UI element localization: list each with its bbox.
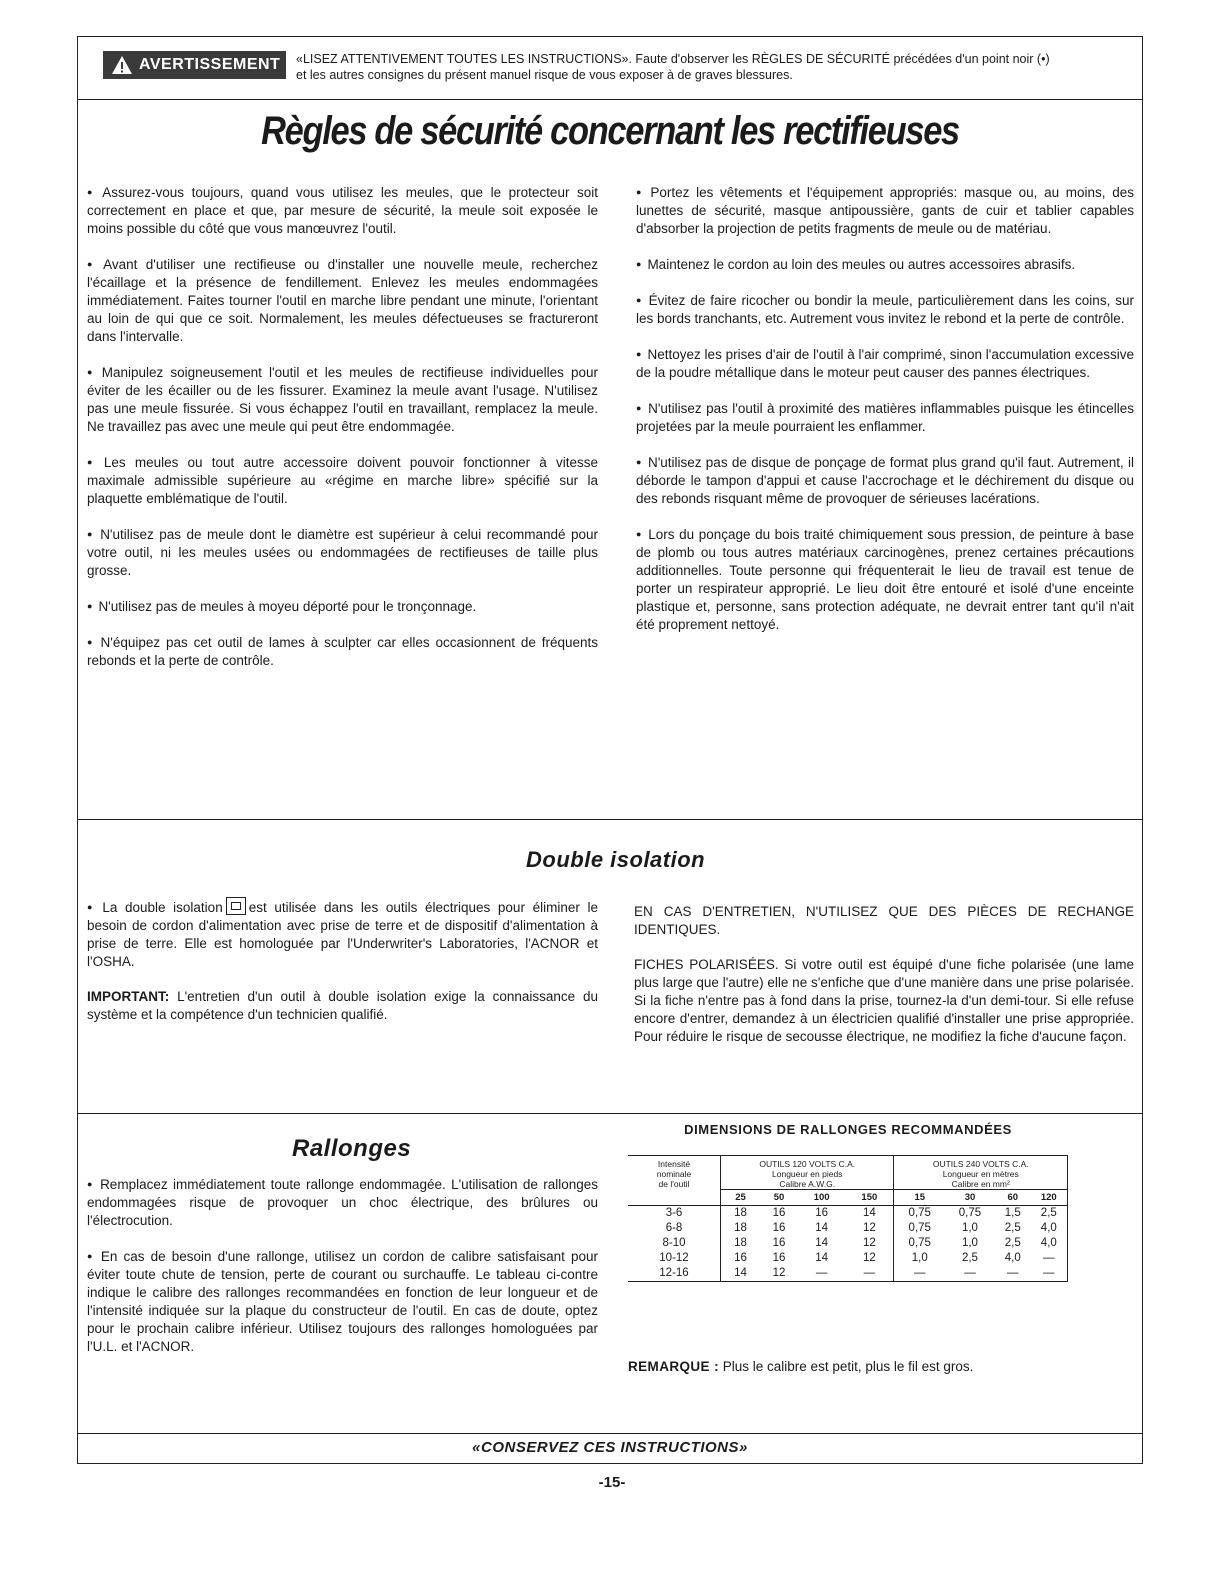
warning-line-1: «LISEZ ATTENTIVEMENT TOUTES LES INSTRUCTIONS». Faute d'observer les RÈGLES DE SÉCURITÉ précédées d'un point noir (•) bbox=[296, 52, 1050, 66]
table-cell: 2,5 bbox=[1004, 1237, 1021, 1249]
list-item: ● Lors du ponçage du bois traité chimiquement sous pression, de peinture à base de plomb ou tous autres matériaux carcinogènes, prenez certaines précautions additionnelles. Toute personne qui fréquenterait le lieu de travail est tenue de porter un respirateur approprié. Le lieu doit être entouré et isolé d'une enceinte plastique et, personne, sans protection adéquate, ne devrait entrer tant qu'il n'ait été proprement nettoyé. bbox=[636, 527, 1134, 632]
list-item: ● N'utilisez pas l'outil à proximité des matières inflammables puisque les étincelles projetées par la meule pourraient les enflammer. bbox=[636, 401, 1134, 434]
table-cell: 2,5 bbox=[961, 1252, 978, 1264]
list-item: ● En cas de besoin d'une rallonge, utilisez un cordon de calibre satisfaisant pour éviter toute chute de tension, perte de courant ou surchauffe. Le tableau ci-contre indique le calibre des rallonges recommandées en fonction de leur longueur et de l'intensité indiquée sur la plaque du constructeur de l'outil. En cas de doute, optez pour le prochain calibre inférieur. Utilisez toujours des rallonges homologuées par l'U.L. et l'ACNOR. bbox=[87, 1249, 599, 1354]
list-item: ● Nettoyez les prises d'air de l'outil à l'air comprimé, sinon l'accumulation excessive de la poudre métallique dans le moteur peut causer des pannes électriques. bbox=[636, 347, 1134, 380]
safety-rules-left bbox=[87, 183, 598, 687]
table-cell: 14 bbox=[815, 1237, 829, 1249]
table-header-cell: 30 bbox=[945, 1190, 995, 1206]
list-item: ● Remplacez immédiatement toute rallonge endommagée. L'utilisation de rallonges endommagées risque de provoquer un choc électrique, des brûlures ou l'électrocution. bbox=[87, 1177, 598, 1228]
table-cell: 10-12 bbox=[659, 1252, 689, 1264]
remarque-note: REMARQUE : Plus le calibre est petit, plus le fil est gros. bbox=[628, 1359, 974, 1374]
table-row bbox=[628, 1206, 1068, 1222]
list-item: ● Évitez de faire ricocher ou bondir la meule, particulièrement dans les coins, sur les bords tranchants, etc. Autrement vous invitez le rebond et la perte de contrôle. bbox=[636, 293, 1135, 326]
table-cell: 18 bbox=[721, 1221, 761, 1236]
table-header-cell: OUTILS 240 VOLTS C.A. Longueur en mètres Calibre en mm² bbox=[894, 1156, 1068, 1190]
table-header-cell: 150 bbox=[845, 1190, 894, 1206]
table-cell: 0,75 bbox=[894, 1236, 945, 1251]
table-header-cell: 15 bbox=[894, 1190, 945, 1206]
double-isolation-right bbox=[634, 903, 1134, 1063]
table-cell: 1,5 bbox=[1004, 1207, 1021, 1219]
table-cell: 16 bbox=[721, 1251, 761, 1266]
list-item: ● Manipulez soigneusement l'outil et les meules de rectifieuse individuelles pour éviter de les écailler ou de les fissurer. Examinez la meule avant l'usage. N'utilisez pas une meule fissurée. Si vous échappez l'outil en travaillant, remplacez la meule. Ne travaillez pas avec une meule qui peut être endommagée. bbox=[87, 365, 598, 434]
safety-rules-right bbox=[636, 183, 1134, 651]
list-item: ● Assurez-vous toujours, quand vous utilisez les meules, que le protecteur soit correctement en place et que, par mesure de sécurité, la meule soit exposée le moins possible du côté que vous manœuvrez l'outil. bbox=[87, 185, 599, 236]
table-cell: 16 bbox=[815, 1207, 829, 1219]
section-divider bbox=[78, 1113, 1142, 1114]
table-cell: — bbox=[798, 1266, 845, 1282]
double-isolation-title: Double isolation bbox=[526, 847, 706, 872]
table-cell: 2,5 bbox=[1031, 1206, 1068, 1222]
important-note: IMPORTANT: L'entretien d'un outil à double isolation exige la connaissance du système et la compétence d'un technicien qualifié. bbox=[87, 989, 598, 1022]
table-cell: 12-16 bbox=[628, 1266, 721, 1282]
section-divider bbox=[78, 819, 1142, 820]
warning-triangle-icon bbox=[111, 54, 133, 76]
table-cell: — bbox=[995, 1266, 1031, 1282]
section-divider bbox=[78, 1433, 1142, 1434]
table-cell: 0,75 bbox=[894, 1221, 945, 1236]
page-frame bbox=[77, 36, 1143, 1464]
table-header-cell: 50 bbox=[760, 1190, 798, 1206]
warning-badge-label: AVERTISSEMENT bbox=[139, 56, 281, 73]
table-header-cell: 60 bbox=[995, 1190, 1031, 1206]
table-cell: 16 bbox=[772, 1237, 786, 1249]
table-cell: 3-6 bbox=[665, 1207, 683, 1219]
list-item: ● N'utilisez pas de disque de ponçage de format plus grand qu'il faut. Autrement, il déborde le tampon d'appui et cause l'accrochage et le déchirement du disque ou des rebonds risquant même de provoquer de sérieuses lacérations. bbox=[636, 455, 1134, 506]
table-header-cell: 100 bbox=[798, 1190, 845, 1206]
double-isolation-left bbox=[87, 897, 598, 1041]
table-header-cell: Intensité nominale de l'outil bbox=[628, 1156, 721, 1190]
extension-cord-table bbox=[628, 1155, 1068, 1282]
warning-badge bbox=[103, 51, 286, 79]
table-header-cell: OUTILS 120 VOLTS C.A. Longueur en pieds Calibre A.W.G. bbox=[721, 1156, 894, 1190]
table-cell: 2,5 bbox=[1004, 1222, 1021, 1234]
list-item: ● Les meules ou tout autre accessoire doivent pouvoir fonctionner à vitesse maximale admissible supérieure au «régime en marche libre» spécifié sur la plaquette emblématique de l'outil. bbox=[87, 455, 598, 506]
table-cell: 16 bbox=[772, 1222, 786, 1234]
rallonges-title: Rallonges bbox=[292, 1135, 412, 1162]
table-cell: — bbox=[1031, 1266, 1068, 1282]
table-header-row bbox=[628, 1156, 1068, 1190]
page-number: -15- bbox=[598, 1474, 626, 1491]
table-cell: 12 bbox=[862, 1222, 876, 1234]
table-row bbox=[628, 1251, 1068, 1266]
table-cell: 14 bbox=[721, 1266, 761, 1282]
double-isolation-icon bbox=[226, 897, 246, 915]
table-cell: 12 bbox=[862, 1237, 876, 1249]
table-cell: 14 bbox=[862, 1207, 876, 1219]
table-cell: — bbox=[845, 1266, 894, 1282]
table-header-cell: 25 bbox=[721, 1190, 761, 1206]
double-isolation-paragraph: ● La double isolation est utilisée dans les outils électriques pour éliminer le besoin de cordon d'alimentation avec prise de terre et de dispositif d'alimentation à prise de terre. Elle est homologuée par l'Underwriter's Laboratories, l'ACNOR et l'OSHA. bbox=[87, 897, 598, 971]
table-cell: 1,0 bbox=[894, 1251, 945, 1266]
table-row bbox=[628, 1266, 1068, 1282]
table-cell: — bbox=[945, 1266, 995, 1282]
table-cell: 12 bbox=[760, 1266, 798, 1282]
list-item: ● Avant d'utiliser une rectifieuse ou d'installer une nouvelle meule, recherchez l'écaillage et la présence de fendillement. Enlevez les meules endommagées immédiatement. Faites tourner l'outil en marche libre pendant une minute, l'orientant au loin de qui que ce soit. Normalement, les meules défectueuses se fractureront dans l'intervalle. bbox=[87, 257, 599, 344]
table-cell: 4,0 bbox=[1031, 1236, 1068, 1251]
table-cell: 1,0 bbox=[961, 1237, 978, 1249]
table-cell: 16 bbox=[772, 1252, 786, 1264]
list-item: ● N'équipez pas cet outil de lames à sculpter car elles occasionnent de fréquents rebonds et la perte de contrôle. bbox=[87, 635, 598, 668]
warning-text bbox=[296, 51, 1136, 83]
table-cell: 4,0 bbox=[1004, 1252, 1021, 1264]
table-cell: — bbox=[1031, 1251, 1068, 1266]
table-cell: 4,0 bbox=[1031, 1221, 1068, 1236]
table-cell: — bbox=[894, 1266, 945, 1282]
table-cell: 1,0 bbox=[961, 1222, 978, 1234]
list-item: ● Maintenez le cordon au loin des meules ou autres accessoires abrasifs. bbox=[636, 257, 1076, 272]
table-cell: 8-10 bbox=[662, 1237, 686, 1249]
table-row bbox=[628, 1236, 1068, 1251]
table-cell: 14 bbox=[815, 1222, 829, 1234]
table-header-cell: 120 bbox=[1031, 1190, 1068, 1206]
table-title: DIMENSIONS DE RALLONGES RECOMMANDÉES bbox=[684, 1122, 1012, 1137]
table-cell: 12 bbox=[862, 1252, 876, 1264]
warning-line-2: et les autres consignes du présent manuel risque de vous exposer à de graves blessures. bbox=[296, 68, 793, 82]
table-row bbox=[628, 1221, 1068, 1236]
warning-banner bbox=[78, 37, 1142, 100]
rallonges-text bbox=[87, 1175, 598, 1373]
service-note: EN CAS D'ENTRETIEN, N'UTILISEZ QUE DES PIÈCES DE RECHANGE IDENTIQUES. bbox=[634, 904, 1134, 937]
table-cell: 14 bbox=[815, 1252, 829, 1264]
page-title: Règles de sécurité concernant les rectifieuses bbox=[261, 109, 959, 153]
list-item: ● Portez les vêtements et l'équipement appropriés: masque ou, au moins, des lunettes de sécurité, masque antipoussière, gants de cuir et tablier capables d'absorber la projection de petits fragments de meule ou de matériau. bbox=[636, 185, 1135, 236]
footer-note: «CONSERVEZ CES INSTRUCTIONS» bbox=[472, 1439, 748, 1456]
table-cell: 0,75 bbox=[958, 1207, 982, 1219]
table-cell: 6-8 bbox=[665, 1222, 683, 1234]
list-item: ● N'utilisez pas de meule dont le diamètre est supérieur à celui recommandé pour votre outil, ni les meules usées ou endommagées de rectifieuses de taille plus grosse. bbox=[87, 527, 598, 578]
table-cell: 18 bbox=[721, 1206, 761, 1222]
list-item: ● N'utilisez pas de meules à moyeu déporté pour le tronçonnage. bbox=[87, 599, 477, 614]
table-cell: 16 bbox=[772, 1207, 786, 1219]
table-cell: 18 bbox=[721, 1236, 761, 1251]
table-subheader-row bbox=[628, 1190, 1068, 1206]
polarized-plug-note: FICHES POLARISÉES. Si votre outil est équipé d'une fiche polarisée (une lame plus large que l'autre) elle ne s'enfiche que d'une manière dans une prise polarisée. Si la fiche n'entre pas à fond dans la prise, tournez-la d'un demi-tour. Si elle refuse encore d'entrer, demandez à un électricien qualifié d'installer une prise appropriée. Pour réduire le risque de secousse électrique, ne modifiez la fiche d'aucune façon. bbox=[634, 957, 1134, 1044]
table-cell: 0,75 bbox=[894, 1206, 945, 1222]
